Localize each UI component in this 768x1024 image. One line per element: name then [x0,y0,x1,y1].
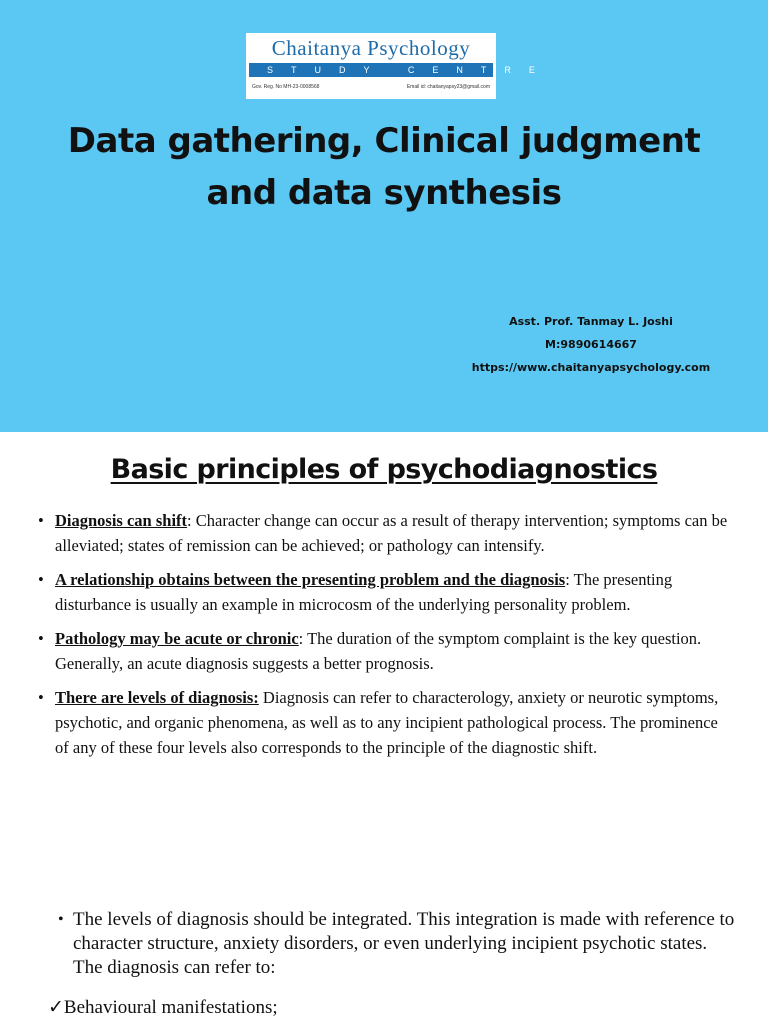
list-item [56,908,736,980]
principles-slide [0,432,768,1024]
author-website[interactable]: https://www.chaitanyapsychology.com [471,361,711,374]
bullet-icon: • [38,570,44,589]
logo-email: Email id: chaitanyapsy23@gmail.com [406,84,490,90]
bullet-lead: Diagnosis can shift [55,511,188,530]
list-item [38,626,728,676]
principles-list [38,508,728,769]
check-item [48,996,278,1020]
check-item-text: Behavioural manifestations; [63,997,278,1018]
bullet-text: : Character change can occur as a result of therapy intervention; symptoms can be alleviated; states of remission can be achieved; or pathology can intensify. [55,511,728,555]
integration-text: The levels of diagnosis should be integrated. This integration is made with reference to character structure, anxiety disorders, or even underlying incipient psychotic states. The diagnosis can refer to: [73,909,735,978]
bullet-icon: • [38,511,44,530]
checkmark-icon: ✓ [48,997,64,1018]
author-block [460,310,722,379]
bullet-lead: A relationship obtains between the presenting problem and the diagnosis [55,570,566,589]
logo-subtitle: STUDY CENTRE [249,63,493,77]
integration-paragraph [56,908,736,980]
logo-registration: Gov. Reg. No MH-23-0008568 [252,84,320,90]
author-name: Asst. Prof. Tanmay L. Joshi [509,315,673,328]
bullet-icon: • [38,688,44,707]
chaitanya-psychology-logo [246,33,553,99]
list-item [38,685,728,760]
logo-name: Chaitanya Psychology [271,36,471,60]
bullet-lead: Pathology may be acute or chronic [55,629,299,648]
list-item [38,567,728,617]
principles-title: Basic principles of psychodiagnostics [110,454,658,485]
list-item [38,508,728,558]
bullet-text: Diagnosis can refer to characterology, anxiety or neurotic symptoms, psychotic, and organic phenomena, as well as to any incipient pathological process. The prominence of any of these four levels also corresponds to the principle of the diagnostic shift. [55,688,719,757]
bullet-lead: There are levels of diagnosis: [55,688,259,707]
bullet-text: : The presenting disturbance is usually an example in microcosm of the underlying personality problem. [55,570,673,614]
bullet-icon: • [58,911,64,928]
author-mobile: M:9890614667 [545,338,637,351]
bullet-icon: • [38,629,44,648]
bullet-text: : The duration of the symptom complaint is the key question. Generally, an acute diagnosis suggests a better prognosis. [55,629,702,673]
title-slide [0,0,768,432]
slide-title: Data gathering, Clinical judgment and data synthesis [67,121,701,213]
